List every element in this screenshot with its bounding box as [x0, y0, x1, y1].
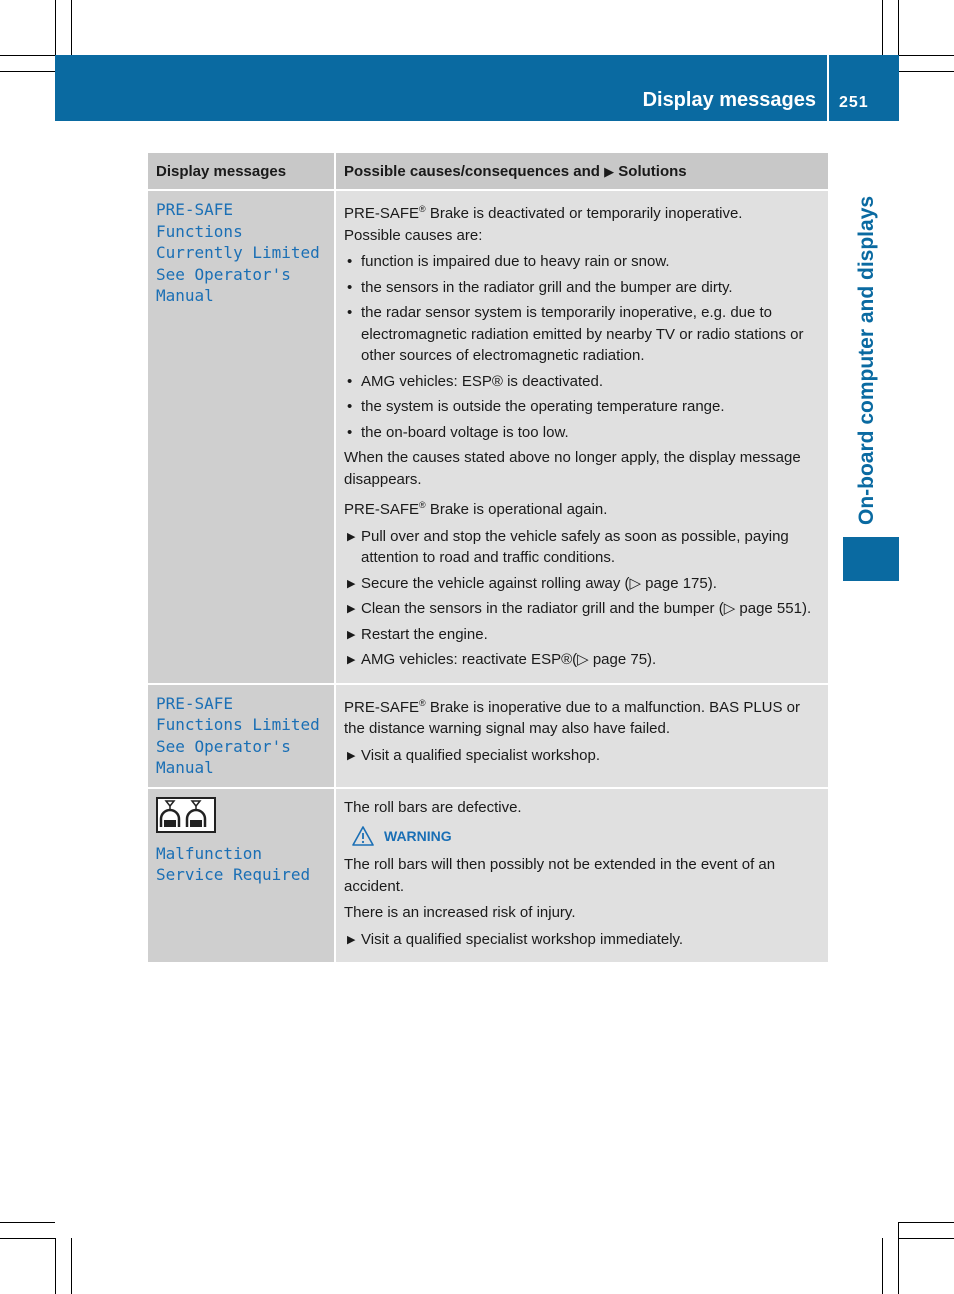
causes-cell — [335, 788, 828, 963]
crop-mark — [0, 71, 55, 72]
step-arrow-icon: ▶ — [347, 530, 356, 543]
action-step: ▶ Pull over and stop the vehicle safely as soon as possible, paying attention to road and traffic conditions. — [347, 527, 789, 566]
crop-mark — [898, 0, 899, 55]
risk-text: There is an increased risk of injury. — [344, 904, 576, 921]
crop-mark — [0, 55, 55, 56]
action-step: ▶ AMG vehicles: reactivate ESP®(▷ page 75). — [344, 649, 820, 671]
crop-mark — [0, 1222, 55, 1223]
play-arrow-icon: ▶ — [604, 163, 615, 179]
display-message: Malfunction Service Required — [156, 843, 311, 884]
crop-mark — [899, 71, 954, 72]
crop-mark — [898, 1222, 899, 1294]
action-step: ▶ Clean the sensors in the radiator grill and the bumper (▷ page 551). — [344, 598, 820, 620]
causes-cell — [335, 190, 828, 684]
table-row — [148, 190, 828, 684]
chapter-tab-label: On-board computer and displays — [855, 195, 878, 525]
table-header-row — [148, 153, 828, 190]
step-arrow-icon: ▶ — [347, 577, 356, 590]
step-arrow-icon: ▶ — [347, 654, 356, 666]
display-messages-table — [148, 153, 828, 962]
warning-text: The roll bars will then possibly not be extended in the event of an accident. — [344, 856, 776, 895]
column-header-causes: Possible causes/consequences and ▶ Solutions — [335, 153, 828, 190]
display-message: PRE-SAFE Functions Currently Limited See Operator's Manual — [156, 200, 320, 305]
cause-item: • the system is outside the operating temperature range. — [347, 398, 725, 415]
step-arrow-icon: ▶ — [347, 603, 356, 615]
column-header-messages: Display messages — [148, 153, 335, 190]
section-title: Display messages — [642, 89, 816, 111]
crop-mark — [899, 55, 954, 56]
chapter-tab-marker — [843, 537, 899, 581]
header-divider — [827, 55, 829, 121]
action-step: ▶ Secure the vehicle against rolling away (▷ page 175). — [344, 573, 820, 595]
crop-mark — [899, 1222, 954, 1223]
action-step: ▶ Restart the engine. — [344, 624, 820, 646]
warning-triangle-icon — [352, 826, 374, 846]
cause-item: • the on-board voltage is too low. — [347, 423, 569, 441]
crop-mark — [882, 0, 883, 55]
table-row — [148, 788, 828, 963]
crop-mark — [882, 1238, 883, 1294]
intro-text: The roll bars are defective. — [344, 798, 522, 816]
message-cell — [148, 190, 335, 684]
crop-mark — [0, 1238, 55, 1239]
cause-item: • the sensors in the radiator grill and the bumper are dirty. — [347, 278, 733, 296]
display-message: PRE-SAFE Functions Limited See Operator's Manual — [156, 693, 320, 777]
outro-text: PRE-SAFE® Brake is operational again. — [344, 500, 608, 518]
cause-item: • the radar sensor system is temporarily inoperative, e.g. due to electromagnetic radiation emitted by nearby TV or radio stations or other sources of electromagnetic radiation. — [347, 304, 804, 364]
step-arrow-icon: ▶ — [347, 933, 356, 946]
message-cell — [148, 684, 335, 788]
intro-text: PRE-SAFE® Brake is inoperative due to a malfunction. BAS PLUS or the distance warning signal may also have failed. — [344, 697, 801, 737]
step-arrow-icon: ▶ — [347, 628, 356, 641]
table-row — [148, 684, 828, 788]
crop-mark — [55, 1238, 56, 1294]
cause-item: • AMG vehicles: ESP® is deactivated. — [347, 372, 603, 390]
cause-item: • function is impaired due to heavy rain or snow. — [347, 253, 670, 270]
page-number: 251 — [839, 94, 869, 111]
roll-bar-icon — [156, 797, 216, 833]
crop-mark — [899, 1238, 954, 1239]
crop-mark — [55, 0, 56, 55]
crop-mark — [71, 1238, 72, 1294]
action-step: ▶ Visit a qualified specialist workshop immediately. — [344, 929, 820, 951]
causes-cell — [335, 684, 828, 788]
step-arrow-icon: ▶ — [347, 749, 356, 762]
outro-text: When the causes stated above no longer apply, the display message disappears. — [344, 449, 801, 488]
warning-heading: WARNING — [352, 826, 820, 846]
message-cell — [148, 788, 335, 963]
action-step: ▶ Visit a qualified specialist workshop. — [344, 745, 820, 767]
crop-mark — [71, 0, 72, 55]
intro-text: PRE-SAFE® Brake is deactivated or temporarily inoperative. Possible causes are: — [344, 204, 743, 244]
